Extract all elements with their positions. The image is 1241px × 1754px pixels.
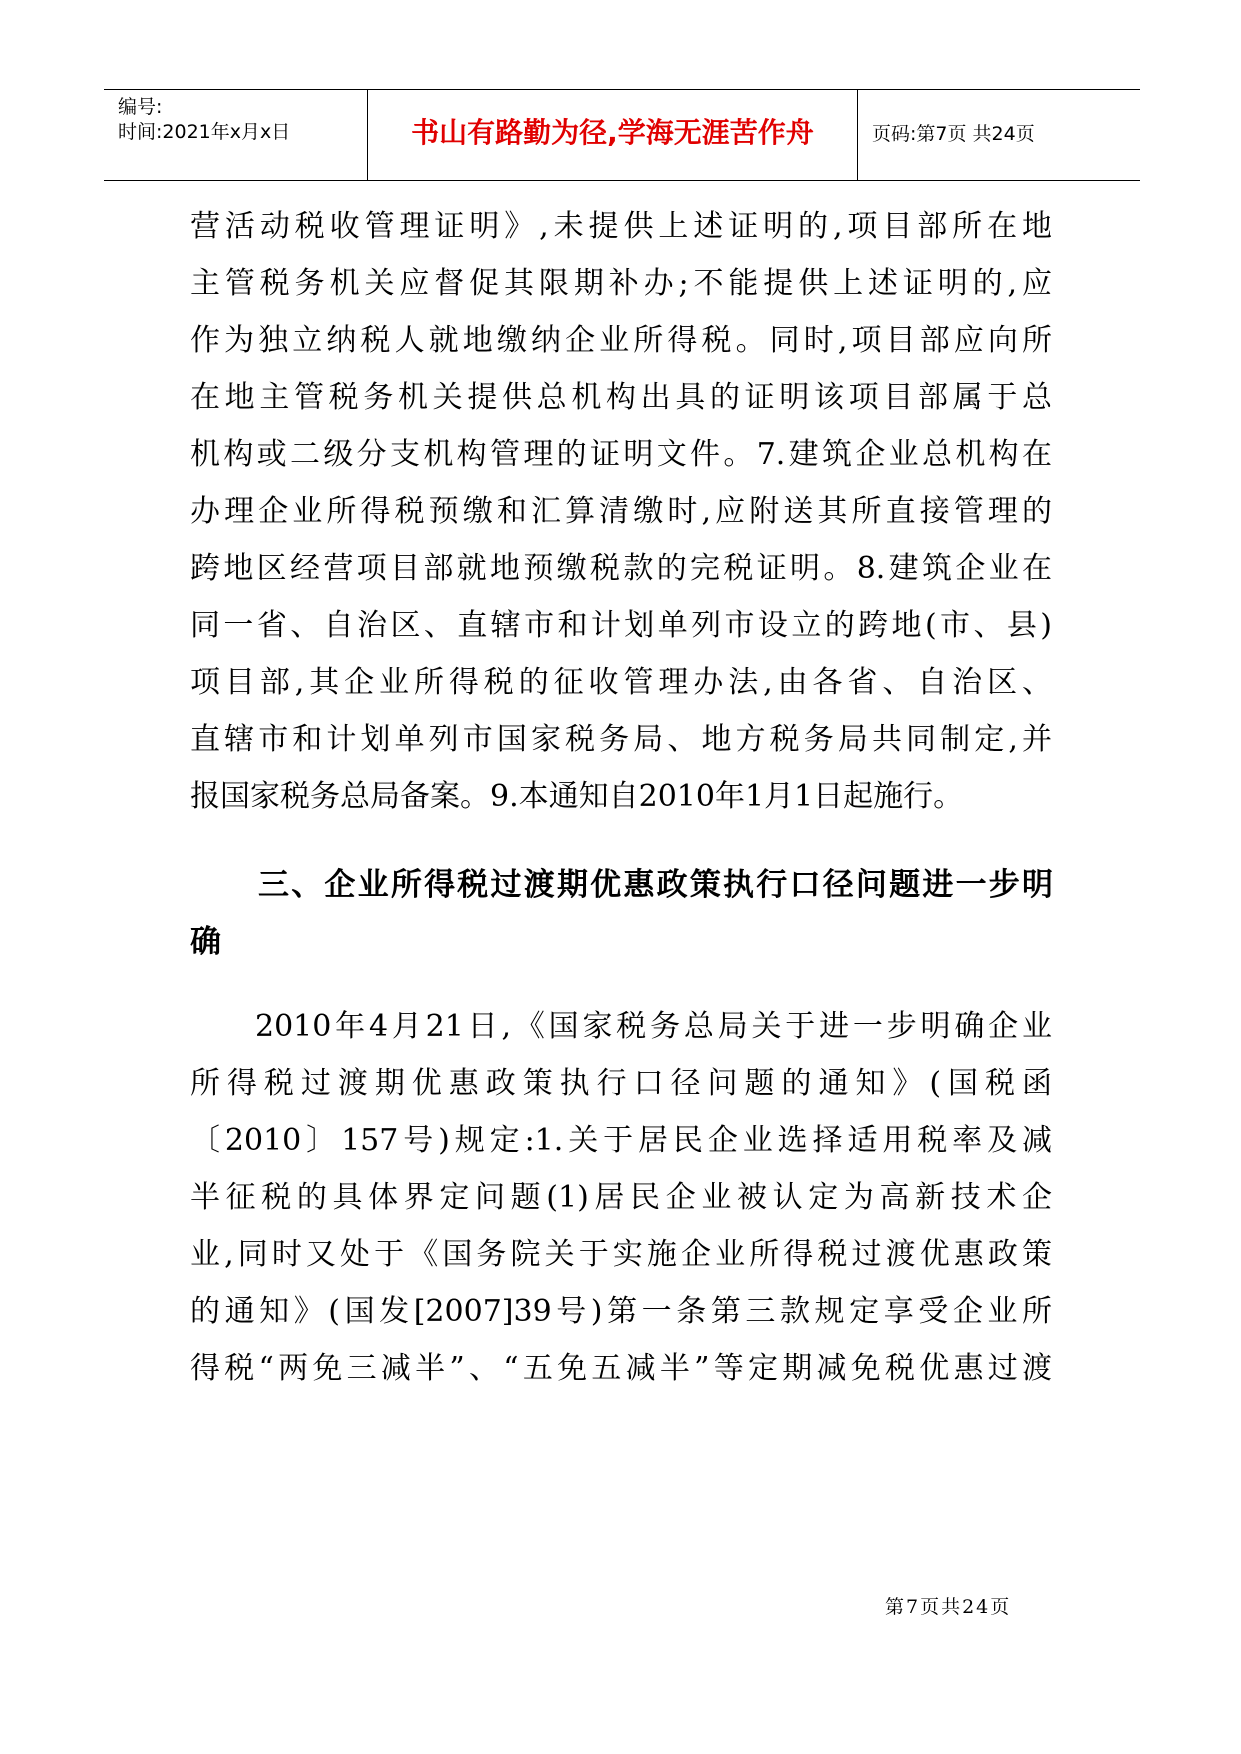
paragraph-line: 主管税务机关应督促其限期补办;不能提供上述证明的,应 (190, 266, 1052, 301)
paragraph-line: 业,同时又处于《国务院关于实施企业所得税过渡优惠政策 (190, 1237, 1052, 1272)
paragraph-line: 项目部,其企业所得税的征收管理办法,由各省、自治区、 (190, 665, 1052, 700)
paragraph-line: 同一省、自治区、直辖市和计划单列市设立的跨地(市、县) (190, 608, 1052, 643)
paragraph-line: 2010年4月21日,《国家税务总局关于进一步明确企业 (255, 1009, 1052, 1044)
header-meta (104, 90, 368, 180)
paragraph-line: 的通知》(国发[2007]39号)第一条第三款规定享受企业所 (190, 1294, 1052, 1329)
section-heading-line2: 确 (190, 924, 221, 960)
paragraph-line: 半征税的具体界定问题(1)居民企业被认定为高新技术企 (190, 1180, 1052, 1215)
header-motto: 书山有路勤为径,学海无涯苦作舟 (368, 90, 858, 180)
page-header (104, 89, 1140, 181)
paragraph-line: 营活动税收管理证明》,未提供上述证明的,项目部所在地 (190, 209, 1052, 244)
paragraph-line: 报国家税务总局备案。9.本通知自2010年1月1日起施行。 (190, 779, 964, 814)
paragraph-line: 跨地区经营项目部就地预缴税款的完税证明。8.建筑企业在 (190, 551, 1052, 586)
paragraph-line: 得税“两免三减半”、“五免五减半”等定期减免税优惠过渡 (190, 1351, 1052, 1386)
paragraph-line: 在地主管税务机关提供总机构出具的证明该项目部属于总 (190, 380, 1052, 415)
time-label: 时间:2021年x月x日 (118, 121, 291, 143)
number-label: 编号: (118, 96, 163, 118)
paragraph-line: 作为独立纳税人就地缴纳企业所得税。同时,项目部应向所 (190, 323, 1052, 358)
paragraph-line: 直辖市和计划单列市国家税务局、地方税务局共同制定,并 (190, 722, 1052, 757)
page-footer: 第7页共24页 (885, 1596, 1012, 1618)
paragraph-line: 所得税过渡期优惠政策执行口径问题的通知》(国税函 (190, 1066, 1052, 1101)
paragraph-line: 〔2010〕157号)规定:1.关于居民企业选择适用税率及减 (190, 1123, 1052, 1158)
section-heading-line1: 三、企业所得税过渡期优惠政策执行口径问题进一步明 (258, 867, 1053, 903)
paragraph-line: 办理企业所得税预缴和汇算清缴时,应附送其所直接管理的 (190, 494, 1052, 529)
header-page-info: 页码:第7页 共24页 (872, 122, 1035, 145)
paragraph-line: 机构或二级分支机构管理的证明文件。7.建筑企业总机构在 (190, 437, 1052, 472)
